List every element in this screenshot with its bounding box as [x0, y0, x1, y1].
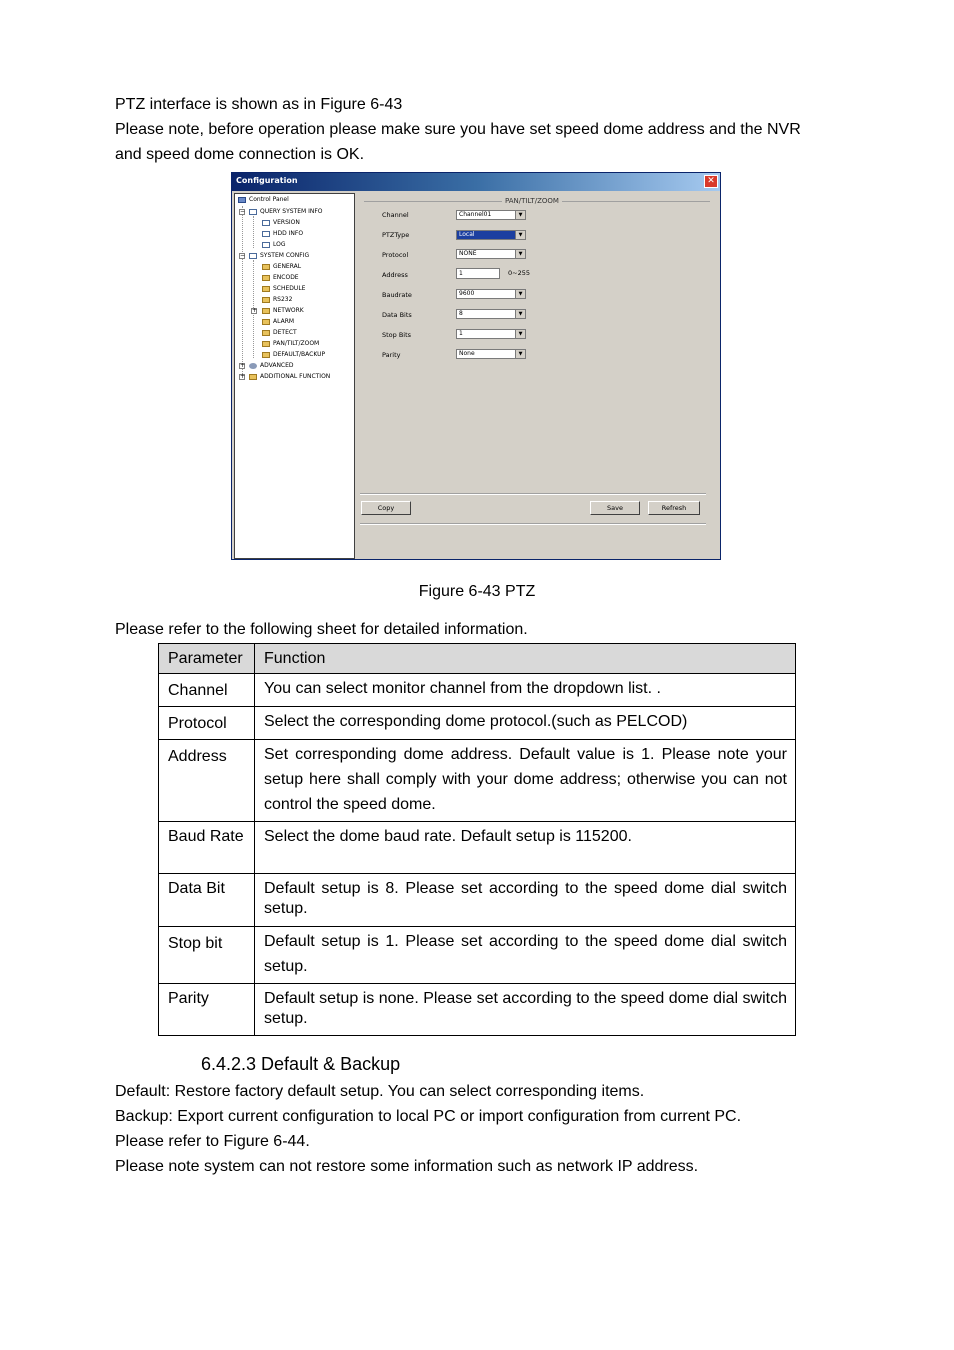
- address-label: Address: [382, 271, 408, 279]
- function-cell: Select the corresponding dome protocol.(such as PELCOD): [255, 707, 796, 740]
- tree-item-encode[interactable]: ENCODE: [262, 274, 299, 282]
- section-paragraph-3: Please refer to Figure 6-44.: [115, 1133, 310, 1150]
- stopbits-select[interactable]: 1 ▼: [456, 329, 526, 339]
- computer-icon: [238, 197, 246, 203]
- folder-icon: [262, 286, 270, 292]
- document-icon: [249, 209, 257, 215]
- folder-icon: [262, 330, 270, 336]
- copy-button[interactable]: Copy: [361, 501, 411, 515]
- param-cell: Baud Rate: [159, 822, 255, 874]
- window-titlebar: [232, 173, 720, 191]
- parity-label: Parity: [382, 351, 401, 359]
- tree-item-schedule[interactable]: SCHEDULE: [262, 285, 305, 293]
- expand-icon[interactable]: +: [240, 362, 246, 369]
- tree-item-log[interactable]: LOG: [262, 241, 286, 249]
- table-row: [159, 707, 796, 740]
- document-icon: [262, 220, 270, 226]
- tree-item-advanced[interactable]: ADVANCED: [249, 362, 294, 370]
- refresh-button[interactable]: Refresh: [648, 501, 700, 515]
- tree-item-general[interactable]: GENERAL: [262, 263, 301, 271]
- collapse-icon[interactable]: −: [240, 208, 246, 215]
- section-paragraph-1: Default: Restore factory default setup. You can select corresponding items.: [115, 1083, 645, 1100]
- tree-item-rs232[interactable]: RS232: [262, 296, 292, 304]
- function-cell: You can select monitor channel from the dropdown list. .: [255, 674, 796, 707]
- table-row: [159, 674, 796, 707]
- chevron-down-icon: ▼: [515, 211, 525, 219]
- baudrate-label: Baudrate: [382, 291, 412, 299]
- folder-icon: [262, 297, 270, 303]
- address-range: 0~255: [508, 269, 530, 277]
- chevron-down-icon: ▼: [515, 290, 525, 298]
- collapse-icon[interactable]: −: [240, 252, 246, 259]
- section-heading: 6.4.2.3 Default & Backup: [201, 1054, 401, 1074]
- document-icon: [262, 231, 270, 237]
- tree-item-system-config[interactable]: SYSTEM CONFIG: [249, 252, 309, 260]
- databits-label: Data Bits: [382, 311, 412, 319]
- configuration-window: [231, 172, 721, 560]
- folder-icon: [262, 319, 270, 325]
- tree-item-version[interactable]: VERSION: [262, 219, 300, 227]
- window-title: Configuration: [236, 176, 298, 185]
- intro-line-1: PTZ interface is shown as in Figure 6-43: [115, 96, 403, 113]
- parameter-table: [158, 643, 796, 1036]
- table-row: [159, 984, 796, 1036]
- table-row: [159, 822, 796, 874]
- table-row: [159, 740, 796, 822]
- table-header-row: [159, 644, 796, 674]
- group-title: PAN/TILT/ZOOM: [502, 197, 562, 205]
- ptztype-select[interactable]: Local ▼: [456, 230, 526, 240]
- tree-item-additional-function[interactable]: ADDITIONAL FUNCTION: [249, 373, 330, 381]
- chevron-down-icon: ▼: [515, 310, 525, 318]
- table-row: [159, 927, 796, 984]
- folder-icon: [262, 341, 270, 347]
- channel-select[interactable]: Channel01 ▼: [456, 210, 526, 220]
- param-cell: Address: [159, 740, 255, 822]
- tree-item-network[interactable]: NETWORK: [262, 307, 304, 315]
- param-cell: Parity: [159, 984, 255, 1036]
- settings-icon: [249, 253, 257, 259]
- save-button[interactable]: Save: [590, 501, 640, 515]
- figure-caption: Figure 6-43 PTZ: [418, 583, 536, 600]
- control-panel-tree: [234, 193, 355, 559]
- section-paragraph-2: Backup: Export current configuration to local PC or import configuration from current PC.: [115, 1108, 742, 1125]
- expand-icon[interactable]: +: [240, 373, 246, 380]
- expand-icon[interactable]: +: [252, 307, 258, 314]
- function-cell: Select the dome baud rate. Default setup is 115200.: [255, 822, 796, 874]
- tree-item-hdd-info[interactable]: HDD INFO: [262, 230, 303, 238]
- chevron-down-icon: ▼: [515, 350, 525, 358]
- folder-icon: [262, 308, 270, 314]
- channel-label: Channel: [382, 211, 409, 219]
- param-cell: Stop bit: [159, 927, 255, 984]
- baudrate-select[interactable]: 9600 ▼: [456, 289, 526, 299]
- function-cell: Default setup is none. Please set according to the speed dome dial switch setup.: [255, 984, 796, 1036]
- parity-select[interactable]: None ▼: [456, 349, 526, 359]
- divider: [360, 493, 706, 495]
- ptztype-label: PTZType: [382, 231, 410, 239]
- tree-item-detect[interactable]: DETECT: [262, 329, 297, 337]
- protocol-select[interactable]: NONE ▼: [456, 249, 526, 259]
- stopbits-label: Stop Bits: [382, 331, 412, 339]
- chevron-down-icon: ▼: [515, 330, 525, 338]
- folder-icon: [262, 275, 270, 281]
- chevron-down-icon: ▼: [515, 250, 525, 258]
- function-cell: Default setup is 1. Please set according to the speed dome dial switch setup.: [255, 927, 796, 984]
- header-function: Function: [255, 644, 796, 674]
- ptz-group: [364, 197, 710, 492]
- header-parameter: Parameter: [159, 644, 255, 674]
- intro-line-2: Please note, before operation please make sure you have set speed dome address and the NVR: [115, 121, 801, 138]
- address-input[interactable]: 1: [456, 268, 500, 279]
- tree-item-pan-tilt-zoom[interactable]: PAN/TILT/ZOOM: [262, 340, 319, 348]
- document-icon: [262, 242, 270, 248]
- section-paragraph-4: Please note system can not restore some information such as network IP address.: [115, 1158, 699, 1175]
- chevron-down-icon: ▼: [515, 231, 525, 239]
- divider: [360, 523, 706, 525]
- folder-icon: [249, 374, 257, 380]
- ptz-settings-panel: [358, 193, 718, 559]
- intro-line-3: and speed dome connection is OK.: [115, 146, 365, 163]
- table-row: [159, 874, 796, 927]
- tree-item-alarm[interactable]: ALARM: [262, 318, 294, 326]
- sheet-intro: Please refer to the following sheet for detailed information.: [115, 621, 528, 638]
- folder-icon: [262, 264, 270, 270]
- param-cell: Protocol: [159, 707, 255, 740]
- folder-icon: [262, 352, 270, 358]
- tree-item-query-system-info[interactable]: QUERY SYSTEM INFO: [249, 208, 323, 216]
- param-cell: Channel: [159, 674, 255, 707]
- databits-select[interactable]: 8 ▼: [456, 309, 526, 319]
- tree-item-control-panel[interactable]: Control Panel: [238, 196, 289, 204]
- param-cell: Data Bit: [159, 874, 255, 927]
- function-cell: Set corresponding dome address. Default value is 1. Please note your setup here shall comply with your dome address; otherwise you can not control the speed dome.: [255, 740, 796, 822]
- gear-icon: [249, 363, 257, 369]
- protocol-label: Protocol: [382, 251, 409, 259]
- tree-item-default-backup[interactable]: DEFAULT/BACKUP: [262, 351, 325, 359]
- function-cell: Default setup is 8. Please set according to the speed dome dial switch setup.: [255, 874, 796, 927]
- close-icon[interactable]: ✕: [704, 175, 718, 188]
